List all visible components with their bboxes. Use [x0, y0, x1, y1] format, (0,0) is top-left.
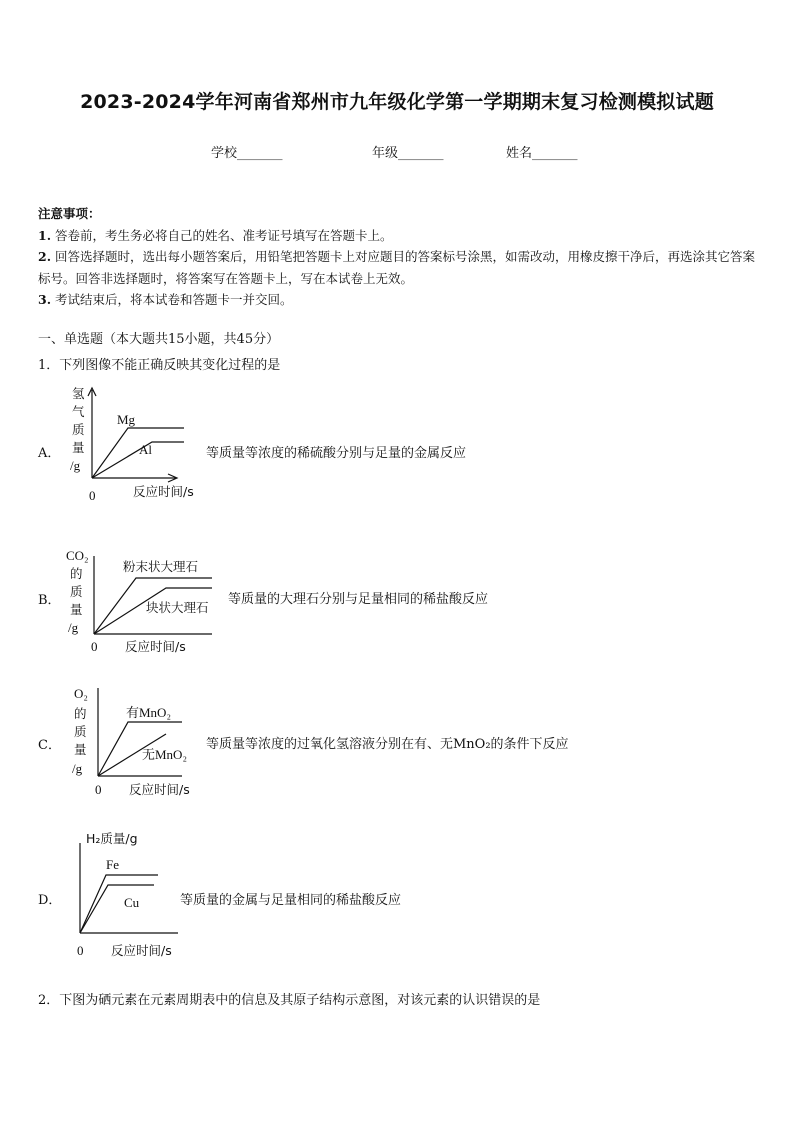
note-num: 1. [38, 227, 52, 243]
option-c-desc: 等质量等浓度的过氧化氢溶液分别在有、无MnO₂的条件下反应 [206, 737, 569, 752]
name-field[interactable]: 姓名_______ [506, 146, 578, 161]
series-label-fe: Fe [106, 857, 119, 872]
origin-label: 0 [89, 488, 96, 503]
section-heading: 一、单选题（本大题共15小题，共45分） [38, 332, 280, 347]
y-label-formula: CO₂ [66, 548, 89, 563]
y-label-char: 氢 [72, 386, 85, 401]
option-a-graph [60, 380, 210, 505]
origin-label: 0 [77, 943, 84, 958]
option-d-graph [60, 825, 185, 965]
series-label-mg: Mg [117, 412, 136, 427]
y-label-char: 质 [74, 724, 87, 739]
y-label-char: 质 [72, 422, 85, 437]
note-num: 2. [38, 249, 52, 264]
y-label-unit: /g [70, 458, 81, 473]
series-label-block: 块状大理石 [146, 600, 209, 615]
y-label-char: 量 [70, 602, 83, 617]
y-label-char: 量 [72, 440, 85, 455]
x-axis-label: 反应时间/s [129, 782, 190, 797]
note-text: 答卷前，考生务必将自己的姓名、准考证号填写在答题卡上。 [55, 227, 393, 243]
option-b-desc: 等质量的大理石分别与足量相同的稀盐酸反应 [228, 592, 489, 607]
series-mg-line [92, 428, 184, 478]
note-text: 考试结束后，将本试卷和答题卡一并交回。 [55, 292, 293, 307]
school-field[interactable]: 学校_______ [211, 146, 283, 161]
origin-label: 0 [95, 782, 102, 797]
x-axis-label: 反应时间/s [133, 484, 194, 499]
series-label-al: Al [139, 442, 152, 457]
series-label-with: 有MnO₂ [126, 705, 171, 720]
question-1-stem: 1．下列图像不能正确反映其变化过程的是 [38, 358, 281, 373]
x-axis-label: 反应时间/s [125, 639, 186, 654]
option-b-label[interactable]: B． [38, 593, 61, 608]
y-label-unit: /g [72, 761, 83, 776]
grade-field[interactable]: 年级_______ [372, 146, 444, 161]
series-label-without: 无MnO₂ [142, 747, 187, 762]
note-item-1 [38, 225, 758, 247]
option-b-graph [60, 540, 225, 660]
page-title: 2023-2024学年河南省郑州市九年级化学第一学期期末复习检测模拟试题 [80, 91, 714, 113]
origin-label: 0 [91, 639, 98, 654]
series-label-powder: 粉末状大理石 [123, 559, 199, 574]
y-label-char: 的 [70, 566, 83, 581]
option-c-graph [60, 680, 210, 802]
y-axis-label: H₂质量/g [86, 831, 138, 846]
option-c-label[interactable]: C． [38, 738, 61, 753]
y-label-unit: /g [68, 620, 79, 635]
y-label-char: 的 [74, 706, 87, 721]
option-a-label[interactable]: A． [38, 446, 61, 461]
y-label-char: 量 [74, 742, 87, 757]
notes-heading: 注意事项： [38, 206, 101, 221]
y-label-char: 气 [72, 404, 85, 419]
question-2-stem: 2．下图为硒元素在元素周期表中的信息及其原子结构示意图，对该元素的认识错误的是 [38, 993, 541, 1008]
series-fe-line [80, 875, 158, 933]
series-al-line [92, 442, 184, 478]
note-text: 回答选择题时，选出每小题答案后，用铅笔把答题卡上对应题目的答案标号涂黑，如需改动，用橡皮擦干净后，再选涂其它答案标号。回答非选择题时，将答案写在答题卡上，写在本试卷上无效。 [38, 249, 756, 286]
note-item-2 [38, 246, 758, 289]
y-label-char: 质 [70, 584, 83, 599]
option-d-desc: 等质量的金属与足量相同的稀盐酸反应 [180, 893, 402, 908]
y-label-formula: O₂ [74, 686, 88, 701]
x-axis-label: 反应时间/s [111, 943, 172, 958]
option-a-desc: 等质量等浓度的稀硫酸分别与足量的金属反应 [206, 446, 467, 461]
note-num: 3. [38, 292, 52, 307]
option-d-label[interactable]: D． [38, 893, 62, 908]
notes-block [38, 203, 758, 311]
note-item-3 [38, 289, 758, 311]
series-label-cu: Cu [124, 895, 140, 910]
